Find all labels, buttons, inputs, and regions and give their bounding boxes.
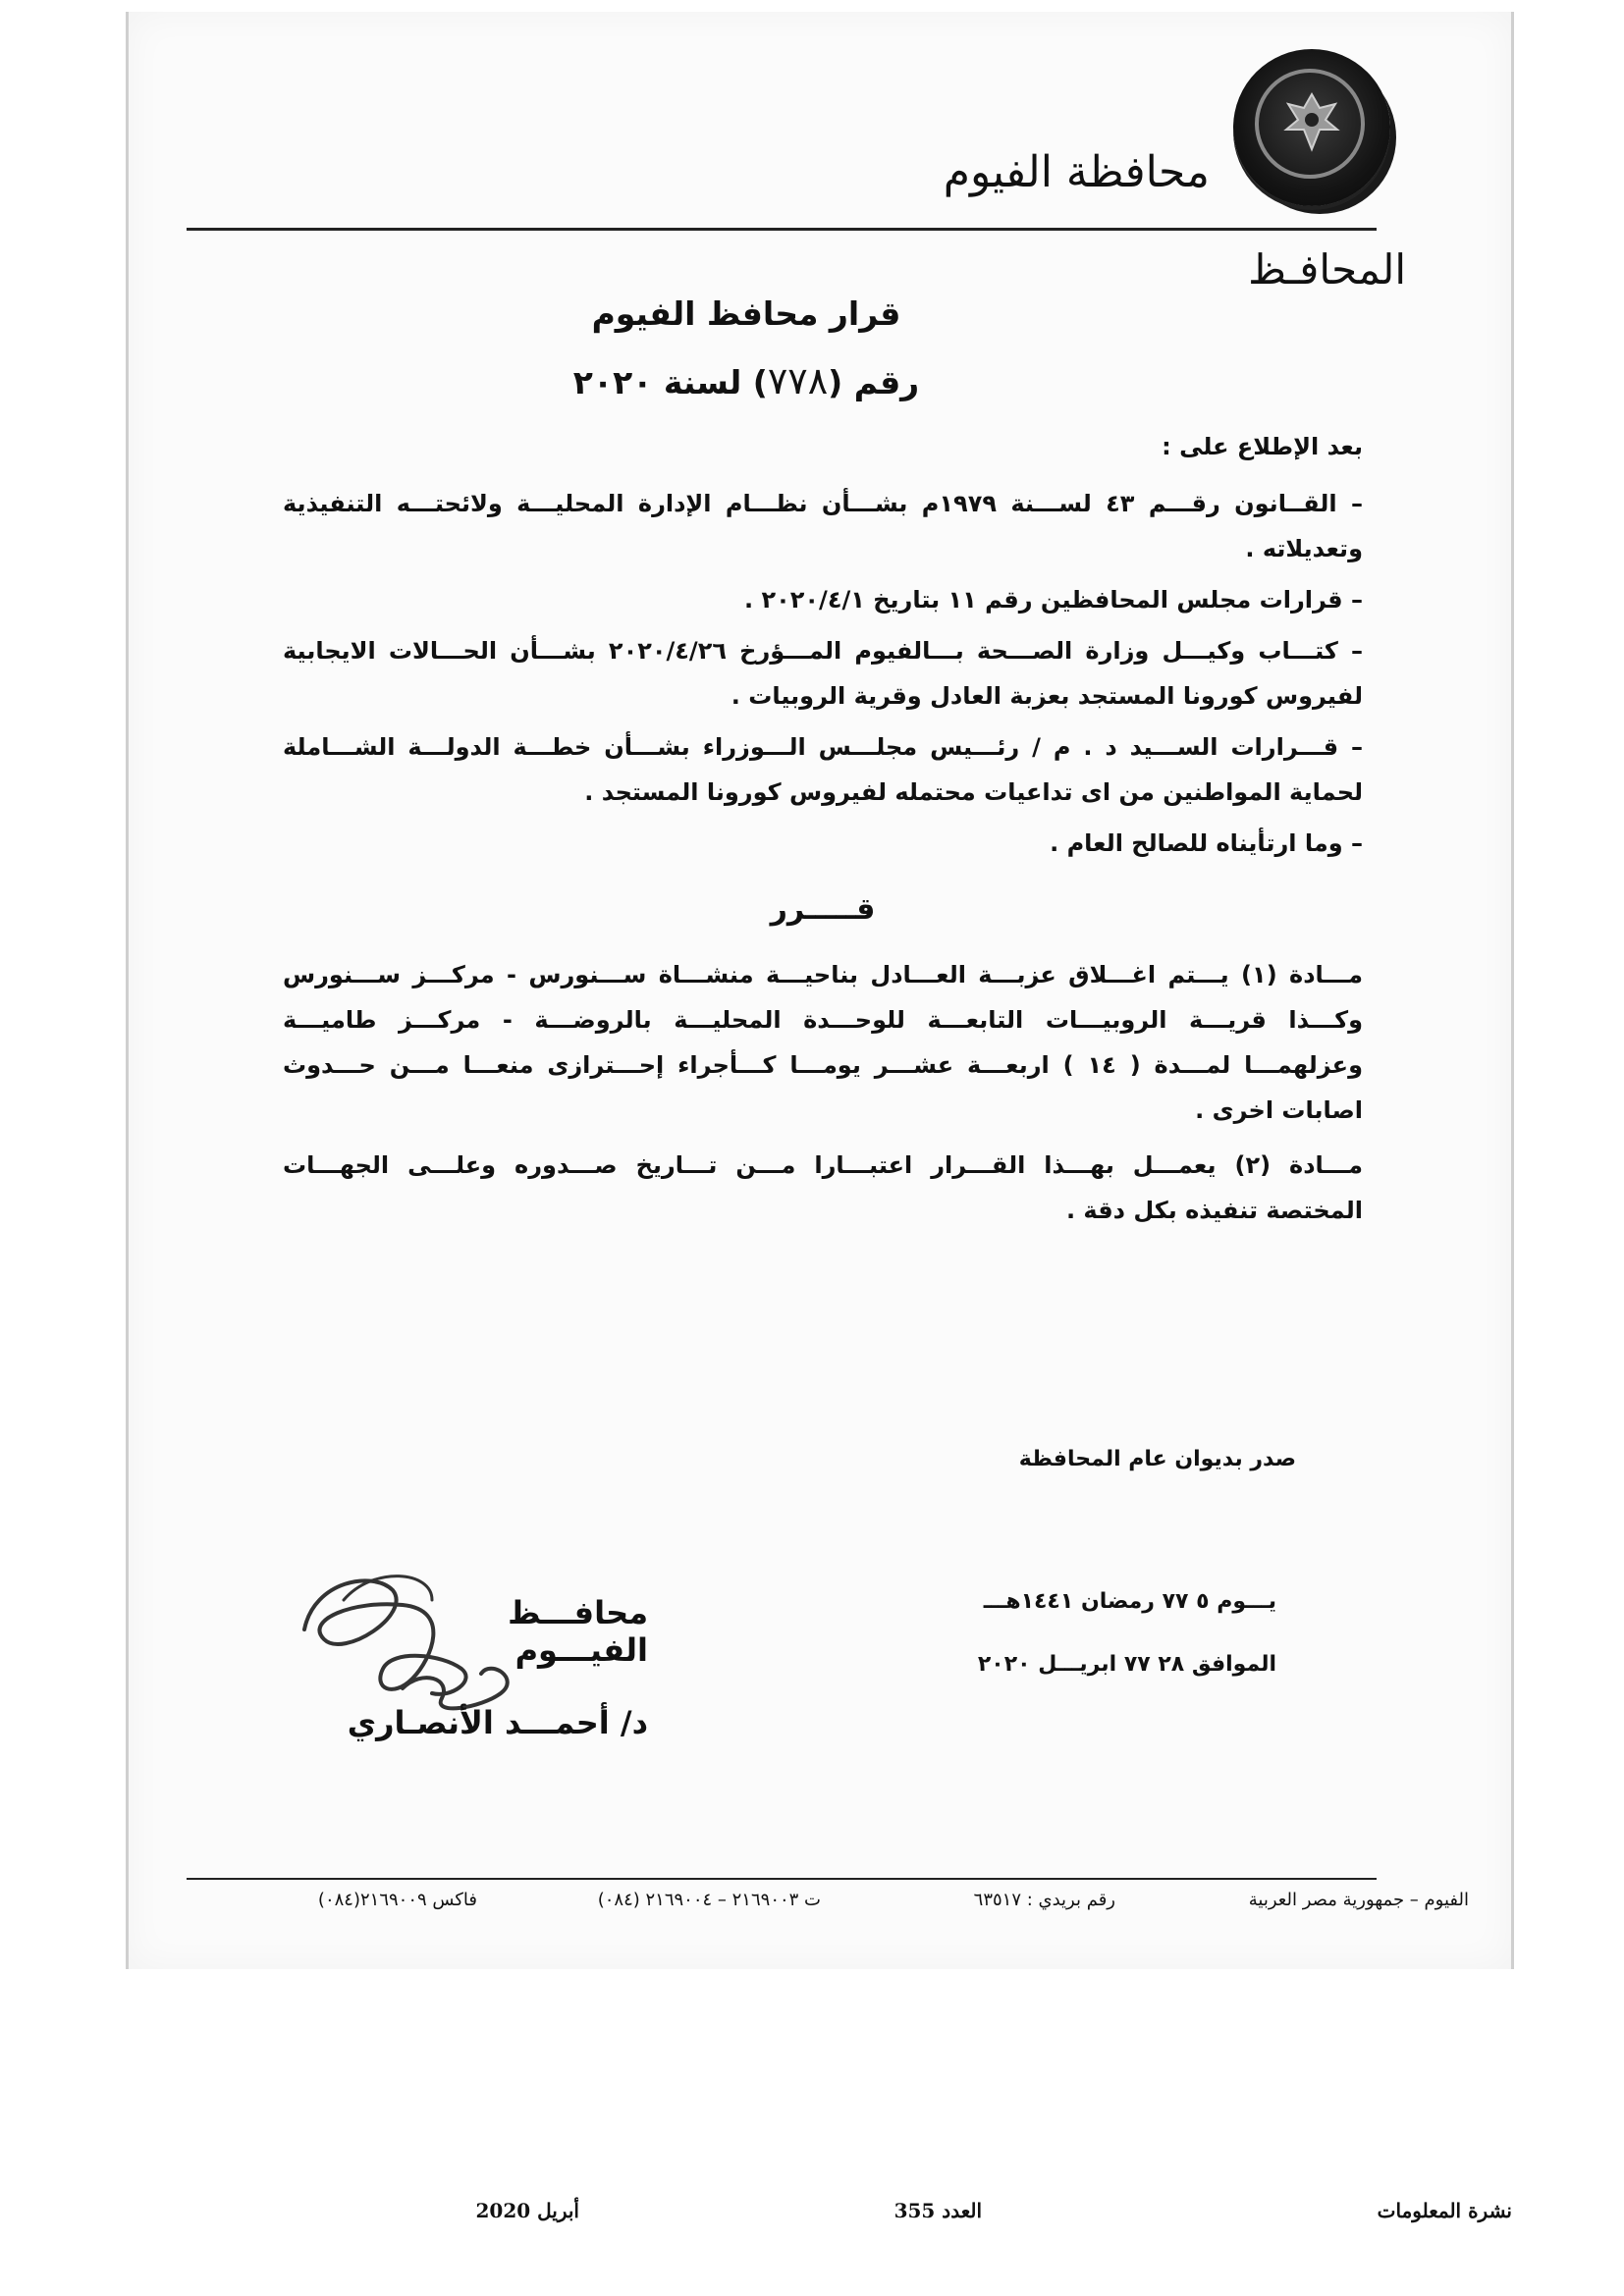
decree-number-suffix: ) لسنة ٢٠٢٠ [572,363,768,401]
footer-divider [187,1878,1377,1880]
decides-heading: قـــــرر [770,892,876,927]
issued-at: صدر بديوان عام المحافظة [1018,1447,1296,1471]
bulletin-footer [393,2199,1512,2228]
decree-body [283,424,1363,1243]
contact-address: الفيوم – جمهورية مصر العربية [1248,1890,1469,1910]
contact-footer [192,1890,1469,1929]
governorate-name: محافظة الفيوم [943,147,1210,197]
decree-number-handwritten: ٧٧٨ [767,359,829,402]
preamble-item: – القــانون رقـــم ٤٣ لســـنة ١٩٧٩م بشـــأن نظـــام الإدارة المحليـــة ولائحتـــه التنفيذية وتعديلاته . [283,490,1364,562]
bulletin-issue: العدد 355 [893,2199,982,2222]
decree-number-prefix: رقم ( [828,363,920,401]
bulletin-month: أبريل 2020 [475,2199,579,2222]
hijri-date: يـــوم ٥ ٧٧ رمضان ١٤٤١هـــ [983,1589,1276,1614]
article-1: مـــادة (١) يـــتم اغـــلاق عزبـــة العـــادل بناحيـــة منشـــاة ســـنورس - مركـــز ســـنورس وكـــذا قريـــة الروبيـــات التابعـــة للوحـــدة المحليـــة بالروضـــة - مركـــز طاميـــة وعزلهمـــا لمـــدة ( ١٤ ) اربعـــة عشـــر يومـــا كـــأجراء إحـــترازى منعـــا مـــن حـــدوث اصابات اخرى . [283,961,1363,1124]
decree-title: قرار محافظ الفيوم [591,294,901,333]
preamble-item: – قـــرارات الســـيد د . م / رئـــيس مجلـــس الـــوزراء بشـــأن خطـــة الدولـــة الشـــاملة لحماية المواطنين من اى تداعيات محتمله لفيروس كورونا المستجد . [283,733,1363,806]
date-block [864,1571,1276,1696]
governorate-seal-icon [1233,49,1390,206]
signatory-name: د/ أحمـــد الأنصـاري [347,1704,648,1741]
preamble-item: – كتـــاب وكيـــل وزارة الصـــحة بـــالفيوم المـــؤرخ ٢٠٢٠/٤/٢٦ بشـــأن الحـــالات الايجابية لفيروس كورونا المستجد بعزبة العادل وقرية الروبيات . [283,637,1363,710]
preamble-item: – وما ارتأيناه للصالح العام . [1050,829,1363,857]
decree-number [491,359,1001,402]
contact-phone: ت ٢١٦٩٠٠٣ – ٢١٦٩٠٠٤ (٠٨٤) [597,1890,821,1910]
preamble-intro: بعد الإطلاع على : [1162,433,1363,460]
header-divider [187,228,1377,231]
preamble-item: – قرارات مجلس المحافظين رقم ١١ بتاريخ ٢٠٢٠/٤/١ . [743,586,1363,614]
signatory-title: محافـــظ الفيـــوم [508,1594,648,1669]
contact-postal: رقم بريدي : ٦٣٥١٧ [973,1890,1115,1910]
gregorian-date: الموافق ٢٨ ٧٧ ابريـــل ٢٠٢٠ [977,1652,1276,1677]
eagle-emblem-icon [1280,90,1343,159]
contact-fax: فاكس ٢١٦٩٠٠٩(٠٨٤) [317,1890,477,1910]
article-2: مـــادة (٢) يعمـــل بهـــذا القـــرار اعتبـــارا مـــن تـــاريخ صـــدوره وعلـــى الجهـــات المختصة تنفيذه بكل دقة . [283,1151,1363,1224]
bulletin-name: نشرة المعلومات [1377,2199,1512,2222]
signature-block [285,1561,658,1796]
office-title: المحافـظ [1248,245,1406,294]
